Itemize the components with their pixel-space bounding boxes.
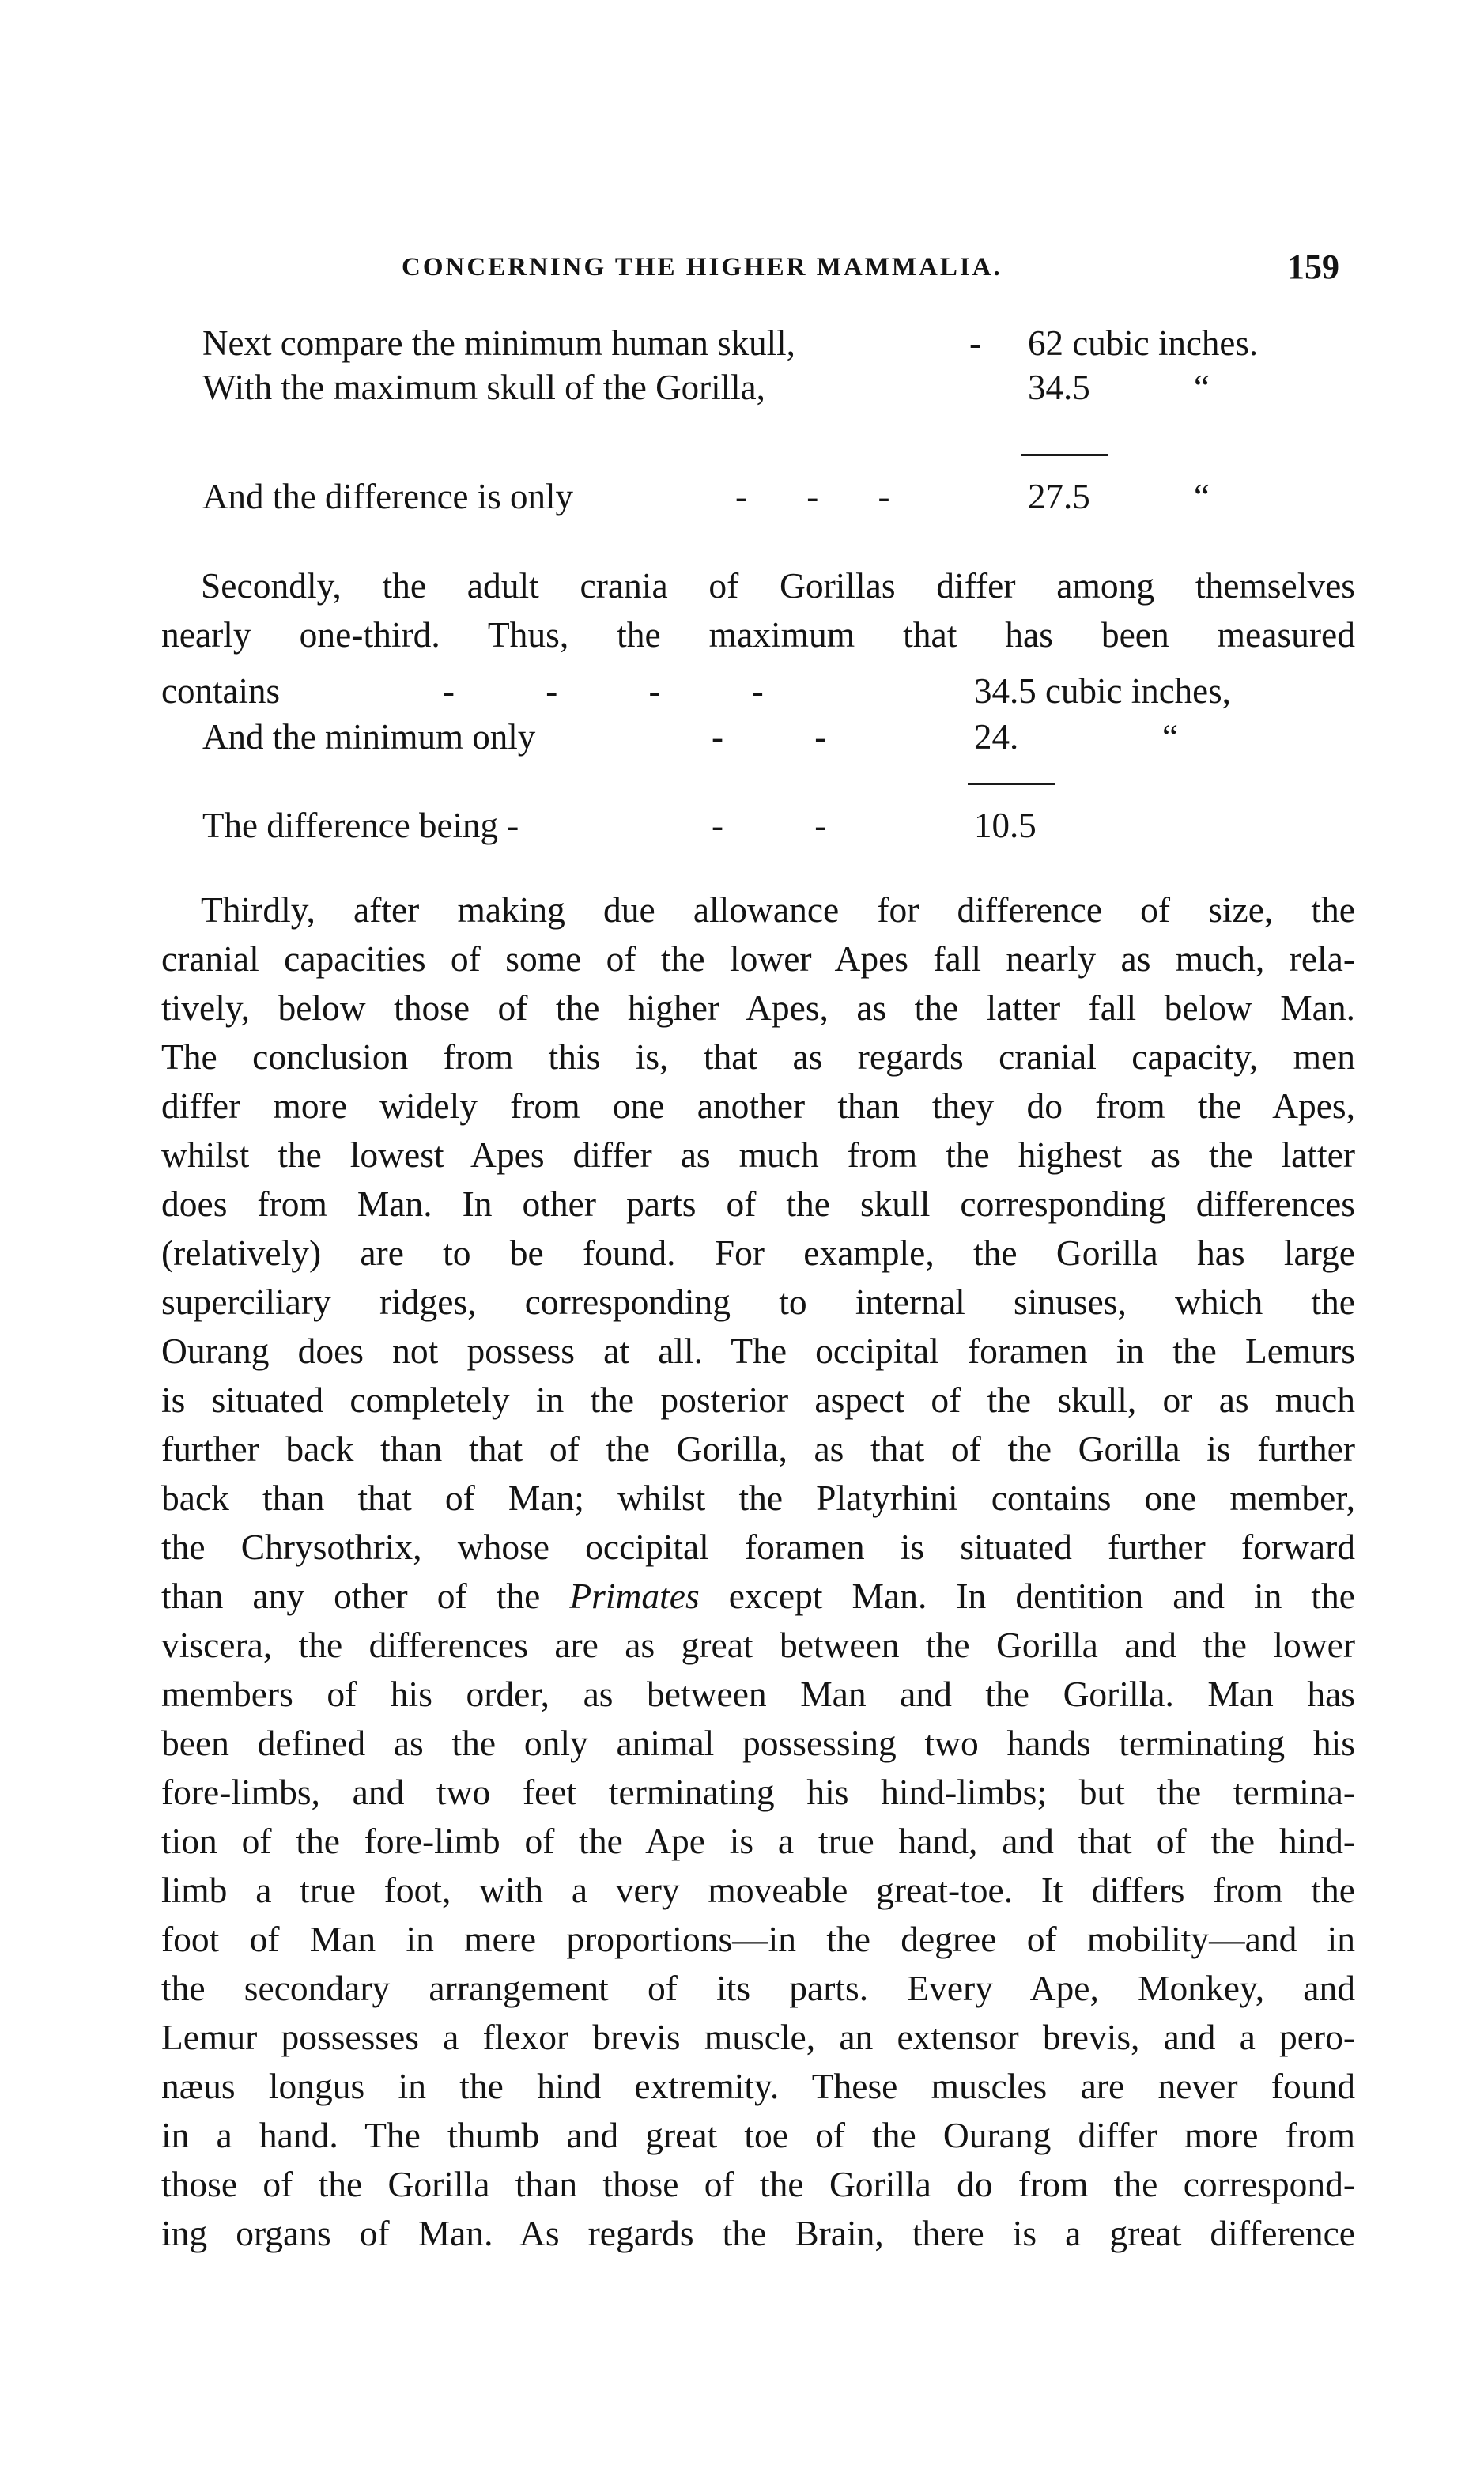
comparison-1-row-1-dash: - — [969, 323, 983, 363]
paragraph-line: Ourang does not possess at all. The occipital foramen in the Lemurs — [161, 1331, 1355, 1371]
comparison-2-row-3-value: 10.5 — [974, 806, 1037, 845]
comparison-1-row-2-value: 34.5 — [1028, 368, 1090, 407]
comparison-2-intro-line-2: nearly one-third. Thus, the maximum that has been measured — [161, 614, 1355, 655]
comparison-2-row-2-ditto: “ — [1162, 717, 1178, 757]
comparison-1-row-3-ditto: “ — [1194, 477, 1210, 516]
paragraph-line: whilst the lowest Apes differ as much from the highest as the latter — [161, 1135, 1355, 1175]
sum-rule-1 — [1021, 454, 1108, 456]
paragraph-line: does from Man. In other parts of the skull corresponding differences — [161, 1184, 1355, 1224]
comparison-2-row-2-label: And the minimum only — [202, 717, 536, 757]
paragraph-line: Lemur possesses a flexor brevis muscle, an extensor brevis, and a pero- — [161, 2017, 1355, 2057]
comparison-2-row-2-value: 24. — [974, 717, 1019, 757]
page-number: 159 — [1287, 247, 1339, 286]
comparison-2-row-3-label: The difference being - — [202, 806, 519, 845]
paragraph-line: limb a true foot, with a very moveable great-toe. It differs from the — [161, 1870, 1355, 1910]
comparison-2-row-3-dashes: - - — [712, 806, 829, 845]
running-head: CONCERNING THE HIGHER MAMMALIA. — [402, 253, 1003, 281]
comparison-2-row-2-dashes: - - — [712, 717, 829, 757]
paragraph-line: been defined as the only animal possessing two hands terminating his — [161, 1723, 1355, 1763]
paragraph-line: tion of the fore-limb of the Ape is a true hand, and that of the hind- — [161, 1821, 1355, 1861]
comparison-2-row-1-dashes: - - - - — [443, 671, 765, 711]
paragraph-line: is situated completely in the posterior aspect of the skull, or as much — [161, 1380, 1355, 1420]
paragraph-line: (relatively) are to be found. For example, the Gorilla has large — [161, 1233, 1355, 1273]
paragraph-line: næus longus in the hind extremity. These muscles are never found — [161, 2066, 1355, 2106]
sum-rule-2 — [968, 783, 1055, 785]
paragraph-line: ing organs of Man. As regards the Brain, there is a great difference — [161, 2213, 1355, 2253]
paragraph-line: The conclusion from this is, that as regards cranial capacity, men — [161, 1036, 1355, 1077]
paragraph-line: members of his order, as between Man and the Gorilla. Man has — [161, 1674, 1355, 1714]
paragraph-line: the secondary arrangement of its parts. Every Ape, Monkey, and — [161, 1968, 1355, 2008]
paragraph-line: back than that of Man; whilst the Platyrhini contains one member, — [161, 1478, 1355, 1518]
comparison-1-row-3-dashes: - - - — [735, 477, 892, 516]
paragraph-line: in a hand. The thumb and great toe of the Ourang differ more from — [161, 2115, 1355, 2155]
paragraph-line: foot of Man in mere proportions—in the degree of mobility—and in — [161, 1919, 1355, 1959]
comparison-1-row-1-value: 62 cubic inches. — [1028, 323, 1259, 363]
comparison-2-intro-line-1: Secondly, the adult crania of Gorillas differ among themselves — [201, 565, 1355, 606]
comparison-1-row-3-label: And the difference is only — [202, 477, 574, 516]
comparison-2-intro — [161, 561, 1355, 659]
comparison-2-row-1-value: 34.5 cubic inches, — [974, 671, 1231, 711]
paragraph-line: superciliary ridges, corresponding to internal sinuses, which the — [161, 1282, 1355, 1322]
comparison-1-row-1-label: Next compare the minimum human skull, — [202, 323, 795, 363]
comparison-1-row-2-ditto: “ — [1194, 368, 1210, 407]
body-paragraph — [161, 885, 1355, 2258]
comparison-1-row-2-label: With the maximum skull of the Gorilla, — [202, 368, 765, 407]
paragraph-line: differ more widely from one another than they do from the Apes, — [161, 1086, 1355, 1126]
comparison-1-row-3-value: 27.5 — [1028, 477, 1090, 516]
paragraph-line: tively, below those of the higher Apes, as the latter fall below Man. — [161, 987, 1355, 1028]
comparison-2-row-1-label: contains — [161, 671, 280, 711]
italic-term: Primates — [569, 1576, 700, 1616]
paragraph-line: Thirdly, after making due allowance for difference of size, the — [201, 889, 1355, 930]
paragraph-line: the Chrysothrix, whose occipital foramen is situated further forward — [161, 1527, 1355, 1567]
paragraph-line: fore-limbs, and two feet terminating his hind-limbs; but the termina- — [161, 1772, 1355, 1812]
paragraph-line: viscera, the differences are as great between the Gorilla and the lower — [161, 1625, 1355, 1665]
paragraph-line: than any other of the Primates except Man. In dentition and in the — [161, 1576, 1356, 1616]
paragraph-line: cranial capacities of some of the lower Apes fall nearly as much, rela- — [161, 938, 1355, 979]
paragraph-line: further back than that of the Gorilla, as that of the Gorilla is further — [161, 1429, 1355, 1469]
paragraph-line: those of the Gorilla than those of the Gorilla do from the correspond- — [161, 2164, 1355, 2204]
